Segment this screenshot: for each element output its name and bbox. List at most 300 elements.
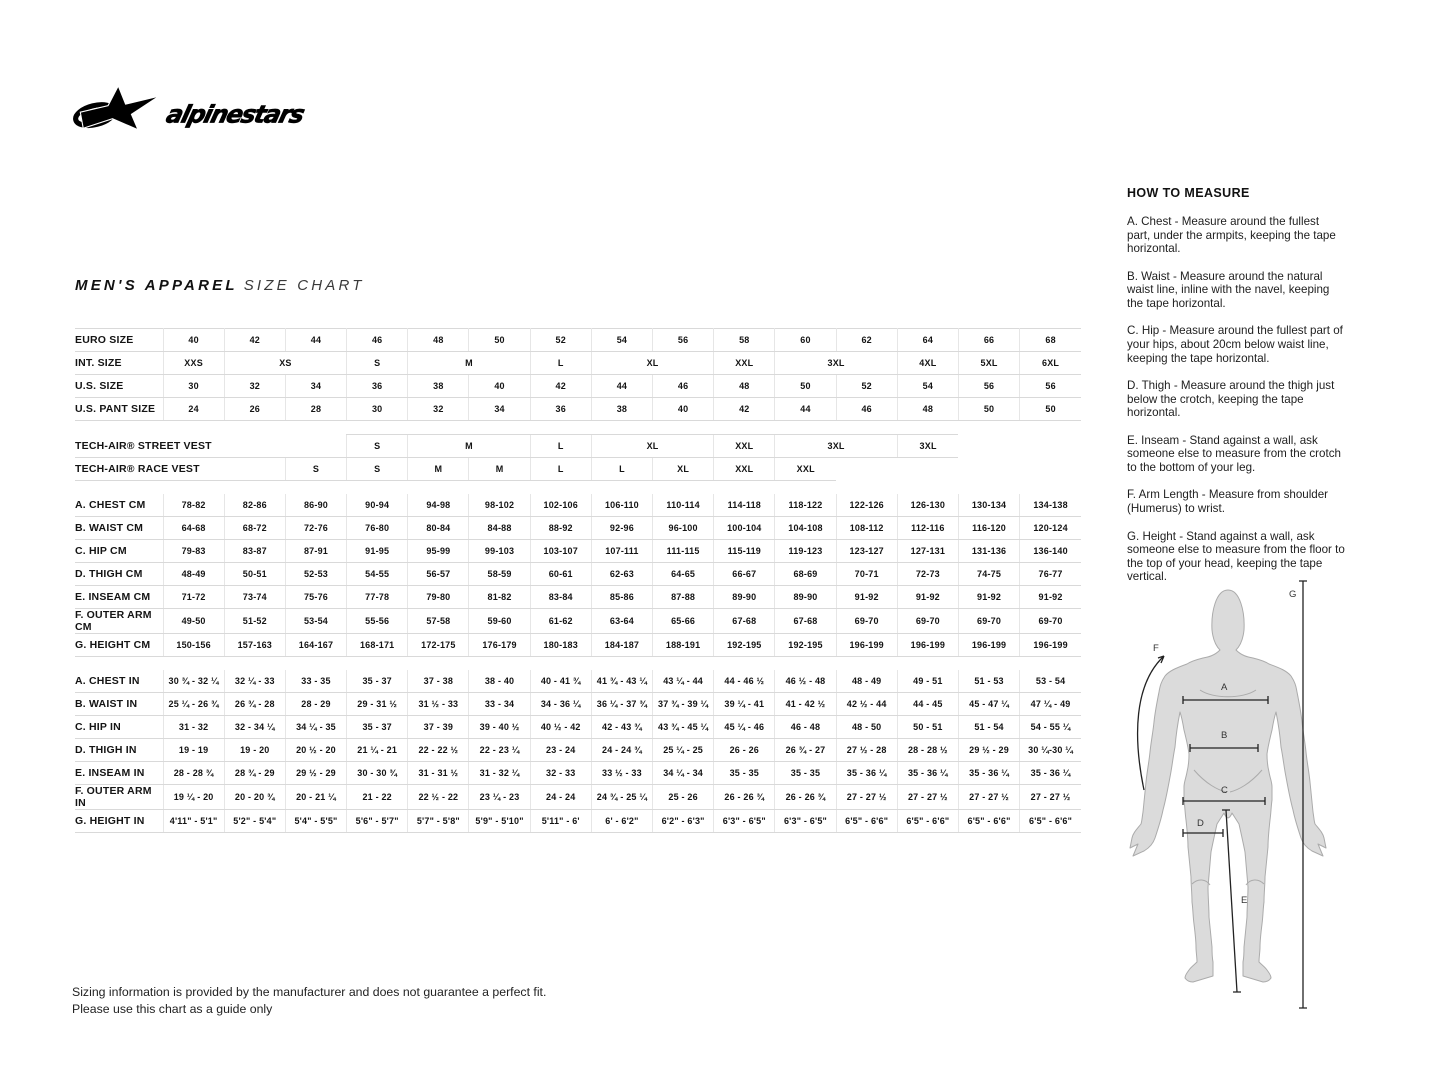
size-cell: 69-70: [958, 609, 1019, 634]
size-cell: 134-138: [1020, 494, 1081, 517]
size-cell: 87-91: [285, 540, 346, 563]
size-cell: 96-100: [653, 517, 714, 540]
size-cell: 74-75: [958, 563, 1019, 586]
table-row: [75, 693, 1081, 716]
size-cell: 35 - 37: [347, 670, 408, 693]
size-cell: 20 - 21 ¼: [285, 785, 346, 810]
size-cell: 42 ½ - 44: [836, 693, 897, 716]
size-cell: 60-61: [530, 563, 591, 586]
size-cell: 65-66: [653, 609, 714, 634]
size-cell: 26 - 26: [714, 739, 775, 762]
size-cell: 39 - 40 ½: [469, 716, 530, 739]
disclaimer-line1: Sizing information is provided by the manufacturer and does not guarantee a perfect fit.: [72, 985, 547, 999]
size-cell: 103-107: [530, 540, 591, 563]
size-cell: 69-70: [1020, 609, 1081, 634]
table-row: [75, 762, 1081, 785]
size-cell: 6'5" - 6'6": [1020, 810, 1081, 833]
table-gap-row: [75, 421, 1081, 435]
size-cell: 48 - 49: [836, 670, 897, 693]
table-row: [75, 329, 1081, 352]
size-cell: 28 - 28 ½: [897, 739, 958, 762]
size-cell: 32 ¼ - 33: [224, 670, 285, 693]
size-cell: 115-119: [714, 540, 775, 563]
table-row: [75, 494, 1081, 517]
size-cell: 33 - 35: [285, 670, 346, 693]
size-cell: 23 - 24: [530, 739, 591, 762]
size-cell: 26: [224, 398, 285, 421]
size-cell: 6' - 6'2": [591, 810, 652, 833]
row-label: TECH-AIR® RACE VEST: [75, 458, 163, 481]
row-label: TECH-AIR® STREET VEST: [75, 435, 163, 458]
size-cell: 5'4" - 5'5": [285, 810, 346, 833]
size-cell: XXL: [775, 458, 836, 481]
measure-instruction-height: G. Height - Stand against a wall, ask someone else to measure from the floor to the top of your head, keeping the tape vertical.: [1127, 529, 1345, 584]
size-cell: 106-110: [591, 494, 652, 517]
size-cell: 30 - 30 ¾: [347, 762, 408, 785]
size-cell: XXL: [714, 458, 775, 481]
size-cell: 25 - 26: [653, 785, 714, 810]
size-cell: 52-53: [285, 563, 346, 586]
size-cell: 76-80: [347, 517, 408, 540]
size-cell: 46 - 48: [775, 716, 836, 739]
empty-cell: [958, 435, 1019, 458]
size-cell: M: [408, 458, 469, 481]
row-label: EURO SIZE: [75, 329, 163, 352]
size-cell: 123-127: [836, 540, 897, 563]
measure-instruction-arm: F. Arm Length - Measure from shoulder (Humerus) to wrist.: [1127, 488, 1329, 515]
size-cell: 44: [285, 329, 346, 352]
size-cell: L: [530, 458, 591, 481]
row-label: U.S. SIZE: [75, 375, 163, 398]
size-cell: 42: [530, 375, 591, 398]
size-cell: 39 ¼ - 41: [714, 693, 775, 716]
size-cell: 23 ¼ - 23: [469, 785, 530, 810]
label-E: E: [1241, 895, 1248, 906]
size-cell: 24 - 24 ¾: [591, 739, 652, 762]
row-label: B. WAIST IN: [75, 693, 163, 716]
size-cell: 48-49: [163, 563, 224, 586]
size-cell: 31 ½ - 33: [408, 693, 469, 716]
size-cell: 80-84: [408, 517, 469, 540]
size-cell: 24 ¾ - 25 ¼: [591, 785, 652, 810]
table-row: [75, 517, 1081, 540]
size-cell: 49-50: [163, 609, 224, 634]
row-label: INT. SIZE: [75, 352, 163, 375]
size-cell: 36 ¼ - 37 ¾: [591, 693, 652, 716]
size-cell: XXS: [163, 352, 224, 375]
row-label: C. HIP CM: [75, 540, 163, 563]
size-cell: 192-195: [775, 634, 836, 657]
size-cell: 35 - 36 ¼: [836, 762, 897, 785]
size-cell: 43 ¾ - 45 ¼: [653, 716, 714, 739]
size-cell: 68: [1020, 329, 1081, 352]
size-cell: XL: [591, 435, 713, 458]
size-cell: 5XL: [958, 352, 1019, 375]
table-row: [75, 586, 1081, 609]
size-cell: 87-88: [653, 586, 714, 609]
size-cell: S: [285, 458, 346, 481]
size-cell: 34: [285, 375, 346, 398]
size-cell: 79-80: [408, 586, 469, 609]
size-cell: 27 - 27 ½: [1020, 785, 1081, 810]
size-cell: 44: [591, 375, 652, 398]
size-cell: 38: [408, 375, 469, 398]
size-cell: 110-114: [653, 494, 714, 517]
measurement-figure: [1128, 572, 1328, 1017]
size-cell: 77-78: [347, 586, 408, 609]
size-cell: 48: [714, 375, 775, 398]
size-cell: 111-115: [653, 540, 714, 563]
size-cell: M: [408, 435, 530, 458]
size-cell: 119-123: [775, 540, 836, 563]
size-cell: M: [469, 458, 530, 481]
size-cell: 48: [897, 398, 958, 421]
size-cell: 53 - 54: [1020, 670, 1081, 693]
size-cell: 37 - 39: [408, 716, 469, 739]
size-cell: 27 ½ - 28: [836, 739, 897, 762]
size-cell: 99-103: [469, 540, 530, 563]
size-cell: 90-94: [347, 494, 408, 517]
size-cell: 34 - 36 ¼: [530, 693, 591, 716]
row-label: A. CHEST IN: [75, 670, 163, 693]
table-gap: [75, 481, 1081, 495]
size-cell: 54: [897, 375, 958, 398]
label-C: C: [1221, 785, 1228, 796]
size-cell: XXL: [714, 352, 775, 375]
astar-icon: [73, 86, 159, 130]
size-cell: 127-131: [897, 540, 958, 563]
size-cell: 81-82: [469, 586, 530, 609]
size-cell: 66-67: [714, 563, 775, 586]
size-chart-table-wrap: [75, 328, 1081, 833]
table-row: [75, 375, 1081, 398]
size-cell: 47 ¼ - 49: [1020, 693, 1081, 716]
size-cell: 22 ½ - 22: [408, 785, 469, 810]
size-cell: 54-55: [347, 563, 408, 586]
size-cell: 42 - 43 ¾: [591, 716, 652, 739]
size-cell: 55-56: [347, 609, 408, 634]
size-cell: 25 ¼ - 26 ¾: [163, 693, 224, 716]
size-cell: 136-140: [1020, 540, 1081, 563]
size-cell: 6'5" - 6'6": [897, 810, 958, 833]
table-row: [75, 398, 1081, 421]
size-cell: 76-77: [1020, 563, 1081, 586]
size-cell: 172-175: [408, 634, 469, 657]
size-cell: 31 - 32: [163, 716, 224, 739]
size-cell: 60: [775, 329, 836, 352]
row-label: C. HIP IN: [75, 716, 163, 739]
size-cell: 29 ½ - 29: [958, 739, 1019, 762]
size-cell: 46: [347, 329, 408, 352]
measure-instruction-thigh: D. Thigh - Measure around the thigh just below the crotch, keeping the tape horizontal.: [1127, 379, 1335, 420]
size-cell: 188-191: [653, 634, 714, 657]
size-cell: 56: [958, 375, 1019, 398]
size-cell: 104-108: [775, 517, 836, 540]
empty-cell: [224, 435, 346, 458]
size-cell: 92-96: [591, 517, 652, 540]
size-cell: 91-92: [1020, 586, 1081, 609]
size-cell: 91-95: [347, 540, 408, 563]
size-cell: 67-68: [714, 609, 775, 634]
size-cell: 35 - 35: [714, 762, 775, 785]
size-cell: 33 ½ - 33: [591, 762, 652, 785]
size-cell: 176-179: [469, 634, 530, 657]
size-cell: 30: [163, 375, 224, 398]
size-cell: 35 - 36 ¼: [958, 762, 1019, 785]
size-cell: 37 - 38: [408, 670, 469, 693]
size-cell: 30 ¼-30 ¼: [1020, 739, 1081, 762]
size-cell: 91-92: [836, 586, 897, 609]
size-cell: 112-116: [897, 517, 958, 540]
label-D: D: [1197, 818, 1204, 829]
size-cell: 98-102: [469, 494, 530, 517]
page-title-sub: SIZE CHART: [243, 277, 365, 294]
empty-cell: [897, 458, 958, 481]
size-cell: 58-59: [469, 563, 530, 586]
size-cell: 69-70: [897, 609, 958, 634]
size-cell: 73-74: [224, 586, 285, 609]
size-cell: 28: [285, 398, 346, 421]
measure-instruction-waist: B. Waist - Measure around the natural waist line, inline with the navel, keeping the tape horizontal.: [1127, 269, 1330, 310]
body-silhouette: [1130, 590, 1326, 982]
measure-instruction-hip: C. Hip - Measure around the fullest part of your hips, about 20cm below waist line, keeping the tape horizontal.: [1127, 324, 1343, 365]
size-cell: 62: [836, 329, 897, 352]
table-row: [75, 352, 1081, 375]
size-cell: 64-68: [163, 517, 224, 540]
size-cell: 21 - 22: [347, 785, 408, 810]
size-cell: 54: [591, 329, 652, 352]
size-cell: 26 - 26 ¾: [714, 785, 775, 810]
size-cell: 40 ½ - 42: [530, 716, 591, 739]
size-cell: 51-52: [224, 609, 285, 634]
size-cell: 5'11" - 6': [530, 810, 591, 833]
size-cell: 4'11" - 5'1": [163, 810, 224, 833]
table-row: [75, 785, 1081, 810]
size-cell: M: [408, 352, 530, 375]
size-cell: 38: [591, 398, 652, 421]
size-cell: 27 - 27 ½: [897, 785, 958, 810]
alpinestars-logo-graphic: [73, 80, 325, 140]
size-cell: XL: [591, 352, 713, 375]
size-cell: 34: [469, 398, 530, 421]
size-cell: 50: [958, 398, 1019, 421]
table-gap-row: [75, 657, 1081, 671]
size-cell: 63-64: [591, 609, 652, 634]
size-cell: 56-57: [408, 563, 469, 586]
how-to-measure-heading: HOW TO MEASURE: [1127, 186, 1250, 200]
size-cell: 34 ¼ - 34: [653, 762, 714, 785]
size-cell: 40: [163, 329, 224, 352]
size-cell: 43 ¼ - 44: [653, 670, 714, 693]
size-cell: 21 ¼ - 21: [347, 739, 408, 762]
size-cell: 86-90: [285, 494, 346, 517]
size-cell: 19 - 19: [163, 739, 224, 762]
size-cell: 72-73: [897, 563, 958, 586]
size-cell: 38 - 40: [469, 670, 530, 693]
size-cell: 19 - 20: [224, 739, 285, 762]
size-cell: 20 - 20 ¾: [224, 785, 285, 810]
inseam-line: [1222, 810, 1241, 992]
size-cell: 68-69: [775, 563, 836, 586]
size-cell: 26 ¾ - 27: [775, 739, 836, 762]
size-cell: 82-86: [224, 494, 285, 517]
measure-instruction-chest: A. Chest - Measure around the fullest part, under the armpits, keeping the tape horizontal.: [1127, 215, 1336, 256]
size-cell: 114-118: [714, 494, 775, 517]
size-cell: 46: [653, 375, 714, 398]
size-cell: 57-58: [408, 609, 469, 634]
size-cell: 46 ½ - 48: [775, 670, 836, 693]
size-cell: 192-195: [714, 634, 775, 657]
size-cell: 122-126: [836, 494, 897, 517]
size-cell: 78-82: [163, 494, 224, 517]
size-cell: 29 - 31 ½: [347, 693, 408, 716]
empty-cell: [1020, 458, 1081, 481]
size-cell: 35 - 36 ¼: [1020, 762, 1081, 785]
table-row: [75, 739, 1081, 762]
label-B: B: [1221, 730, 1228, 741]
size-cell: 35 - 37: [347, 716, 408, 739]
size-cell: 34 ¼ - 35: [285, 716, 346, 739]
size-cell: 50: [775, 375, 836, 398]
row-label: G. HEIGHT IN: [75, 810, 163, 833]
size-cell: 30: [347, 398, 408, 421]
row-label: F. OUTER ARM IN: [75, 785, 163, 810]
size-cell: 100-104: [714, 517, 775, 540]
size-cell: 20 ½ - 20: [285, 739, 346, 762]
table-row: [75, 670, 1081, 693]
table-gap: [75, 657, 1081, 671]
page-title: [75, 277, 365, 295]
size-cell: 36: [347, 375, 408, 398]
row-label: B. WAIST CM: [75, 517, 163, 540]
size-cell: 91-92: [958, 586, 1019, 609]
size-cell: 64-65: [653, 563, 714, 586]
table-row: [75, 540, 1081, 563]
size-cell: 120-124: [1020, 517, 1081, 540]
size-cell: 108-112: [836, 517, 897, 540]
size-cell: 28 - 28 ¾: [163, 762, 224, 785]
size-cell: L: [530, 352, 591, 375]
size-cell: 150-156: [163, 634, 224, 657]
table-row: [75, 634, 1081, 657]
size-cell: 36: [530, 398, 591, 421]
size-cell: 22 - 23 ¼: [469, 739, 530, 762]
size-cell: 6XL: [1020, 352, 1081, 375]
empty-cell: [958, 458, 1019, 481]
size-cell: 27 - 27 ½: [836, 785, 897, 810]
table-row: [75, 810, 1081, 833]
size-cell: 56: [653, 329, 714, 352]
how-to-measure-section: [1127, 186, 1345, 598]
size-cell: 26 - 26 ¾: [775, 785, 836, 810]
size-cell: 4XL: [897, 352, 958, 375]
size-cell: 26 ¾ - 28: [224, 693, 285, 716]
size-cell: 5'7" - 5'8": [408, 810, 469, 833]
size-cell: 116-120: [958, 517, 1019, 540]
size-cell: 83-87: [224, 540, 285, 563]
size-cell: 62-63: [591, 563, 652, 586]
size-cell: 48 - 50: [836, 716, 897, 739]
label-G: G: [1289, 589, 1297, 600]
size-cell: 33 - 34: [469, 693, 530, 716]
size-cell: 46: [836, 398, 897, 421]
size-cell: 52: [836, 375, 897, 398]
size-cell: 196-199: [897, 634, 958, 657]
size-cell: 118-122: [775, 494, 836, 517]
row-label: D. THIGH CM: [75, 563, 163, 586]
size-cell: 89-90: [775, 586, 836, 609]
row-label: G. HEIGHT CM: [75, 634, 163, 657]
size-cell: 32 - 33: [530, 762, 591, 785]
size-cell: 37 ¾ - 39 ¼: [653, 693, 714, 716]
size-cell: 180-183: [530, 634, 591, 657]
empty-cell: [1020, 435, 1081, 458]
label-F: F: [1153, 643, 1159, 654]
size-cell: 51 - 53: [958, 670, 1019, 693]
row-label: E. INSEAM CM: [75, 586, 163, 609]
size-cell: 164-167: [285, 634, 346, 657]
table-row: [75, 458, 1081, 481]
body-silhouette-diagram: [1128, 572, 1328, 1017]
disclaimer: [72, 984, 546, 1017]
size-cell: 24 - 24: [530, 785, 591, 810]
size-cell: 79-83: [163, 540, 224, 563]
size-cell: 6'3" - 6'5": [714, 810, 775, 833]
size-cell: 3XL: [897, 435, 958, 458]
size-cell: 56: [1020, 375, 1081, 398]
table-row: [75, 609, 1081, 634]
size-cell: 51 - 54: [958, 716, 1019, 739]
size-cell: 184-187: [591, 634, 652, 657]
size-cell: 61-62: [530, 609, 591, 634]
size-cell: 40 - 41 ¾: [530, 670, 591, 693]
size-cell: XS: [224, 352, 346, 375]
size-cell: 6'5" - 6'6": [958, 810, 1019, 833]
size-cell: 28 ¾ - 29: [224, 762, 285, 785]
size-cell: 31 - 32 ¼: [469, 762, 530, 785]
size-cell: 31 - 31 ½: [408, 762, 469, 785]
size-cell: L: [530, 435, 591, 458]
size-cell: 50 - 51: [897, 716, 958, 739]
size-cell: 25 ¼ - 25: [653, 739, 714, 762]
size-cell: 196-199: [1020, 634, 1081, 657]
size-cell: 91-92: [897, 586, 958, 609]
size-cell: 50: [1020, 398, 1081, 421]
size-cell: 6'3" - 6'5": [775, 810, 836, 833]
size-cell: 5'2" - 5'4": [224, 810, 285, 833]
alpinestars-wordmark: alpinestars: [163, 99, 307, 129]
size-cell: 27 - 27 ½: [958, 785, 1019, 810]
size-cell: 66: [958, 329, 1019, 352]
size-cell: 67-68: [775, 609, 836, 634]
table-row: [75, 716, 1081, 739]
size-cell: 48: [408, 329, 469, 352]
empty-cell: [224, 458, 285, 481]
size-cell: 44 - 46 ½: [714, 670, 775, 693]
size-cell: S: [347, 458, 408, 481]
size-cell: S: [347, 352, 408, 375]
size-cell: 68-72: [224, 517, 285, 540]
row-label: E. INSEAM IN: [75, 762, 163, 785]
size-cell: 35 - 35: [775, 762, 836, 785]
size-cell: 84-88: [469, 517, 530, 540]
size-cell: 52: [530, 329, 591, 352]
size-cell: XXL: [714, 435, 775, 458]
size-cell: 95-99: [408, 540, 469, 563]
size-cell: 157-163: [224, 634, 285, 657]
size-cell: 53-54: [285, 609, 346, 634]
size-cell: 130-134: [958, 494, 1019, 517]
